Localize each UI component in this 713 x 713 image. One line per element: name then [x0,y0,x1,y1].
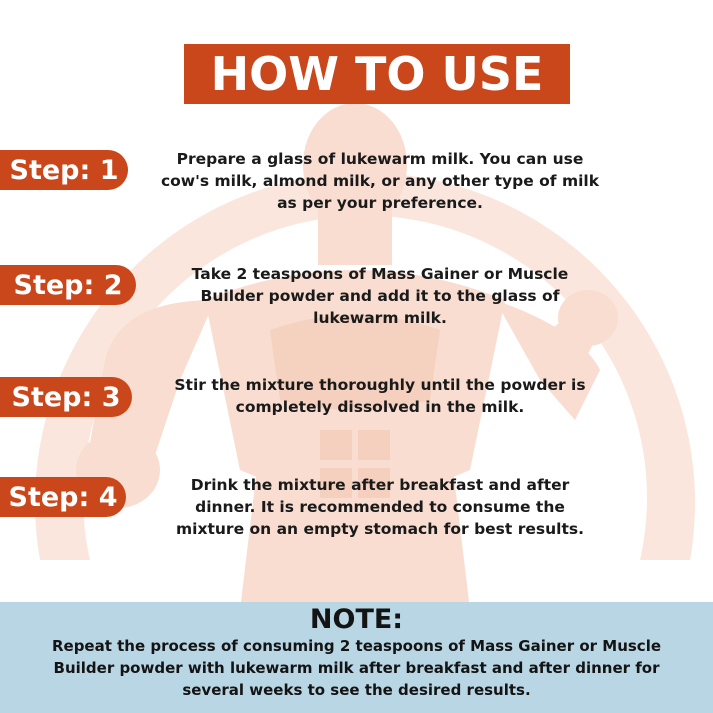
step-3-text: Stir the mixture thoroughly until the powder is completely dissolved in the milk. [174,376,586,416]
step-4-badge: Step: 4 [0,477,126,517]
note-title: NOTE: [309,604,404,635]
step-1-badge: Step: 1 [0,150,128,190]
step-1-text: Prepare a glass of lukewarm milk. You can use cow's milk, almond milk, or any other type of milk as per your preference. [160,150,600,212]
step-2-badge: Step: 2 [0,265,136,305]
step-4-text: Drink the mixture after breakfast and after dinner. It is recommended to consume the mixture on an empty stomach for best results. [176,476,584,538]
step-3-badge: Step: 3 [0,377,132,417]
page-title: HOW TO USE [184,44,570,104]
note-text: Repeat the process of consuming 2 teaspoons of Mass Gainer or Muscle Builder powder with lukewarm milk after breakfast and after dinner for several weeks to see the desired results. [51,637,662,699]
step-2-text: Take 2 teaspoons of Mass Gainer or Muscle Builder powder and add it to the glass of lukewarm milk. [191,265,569,327]
